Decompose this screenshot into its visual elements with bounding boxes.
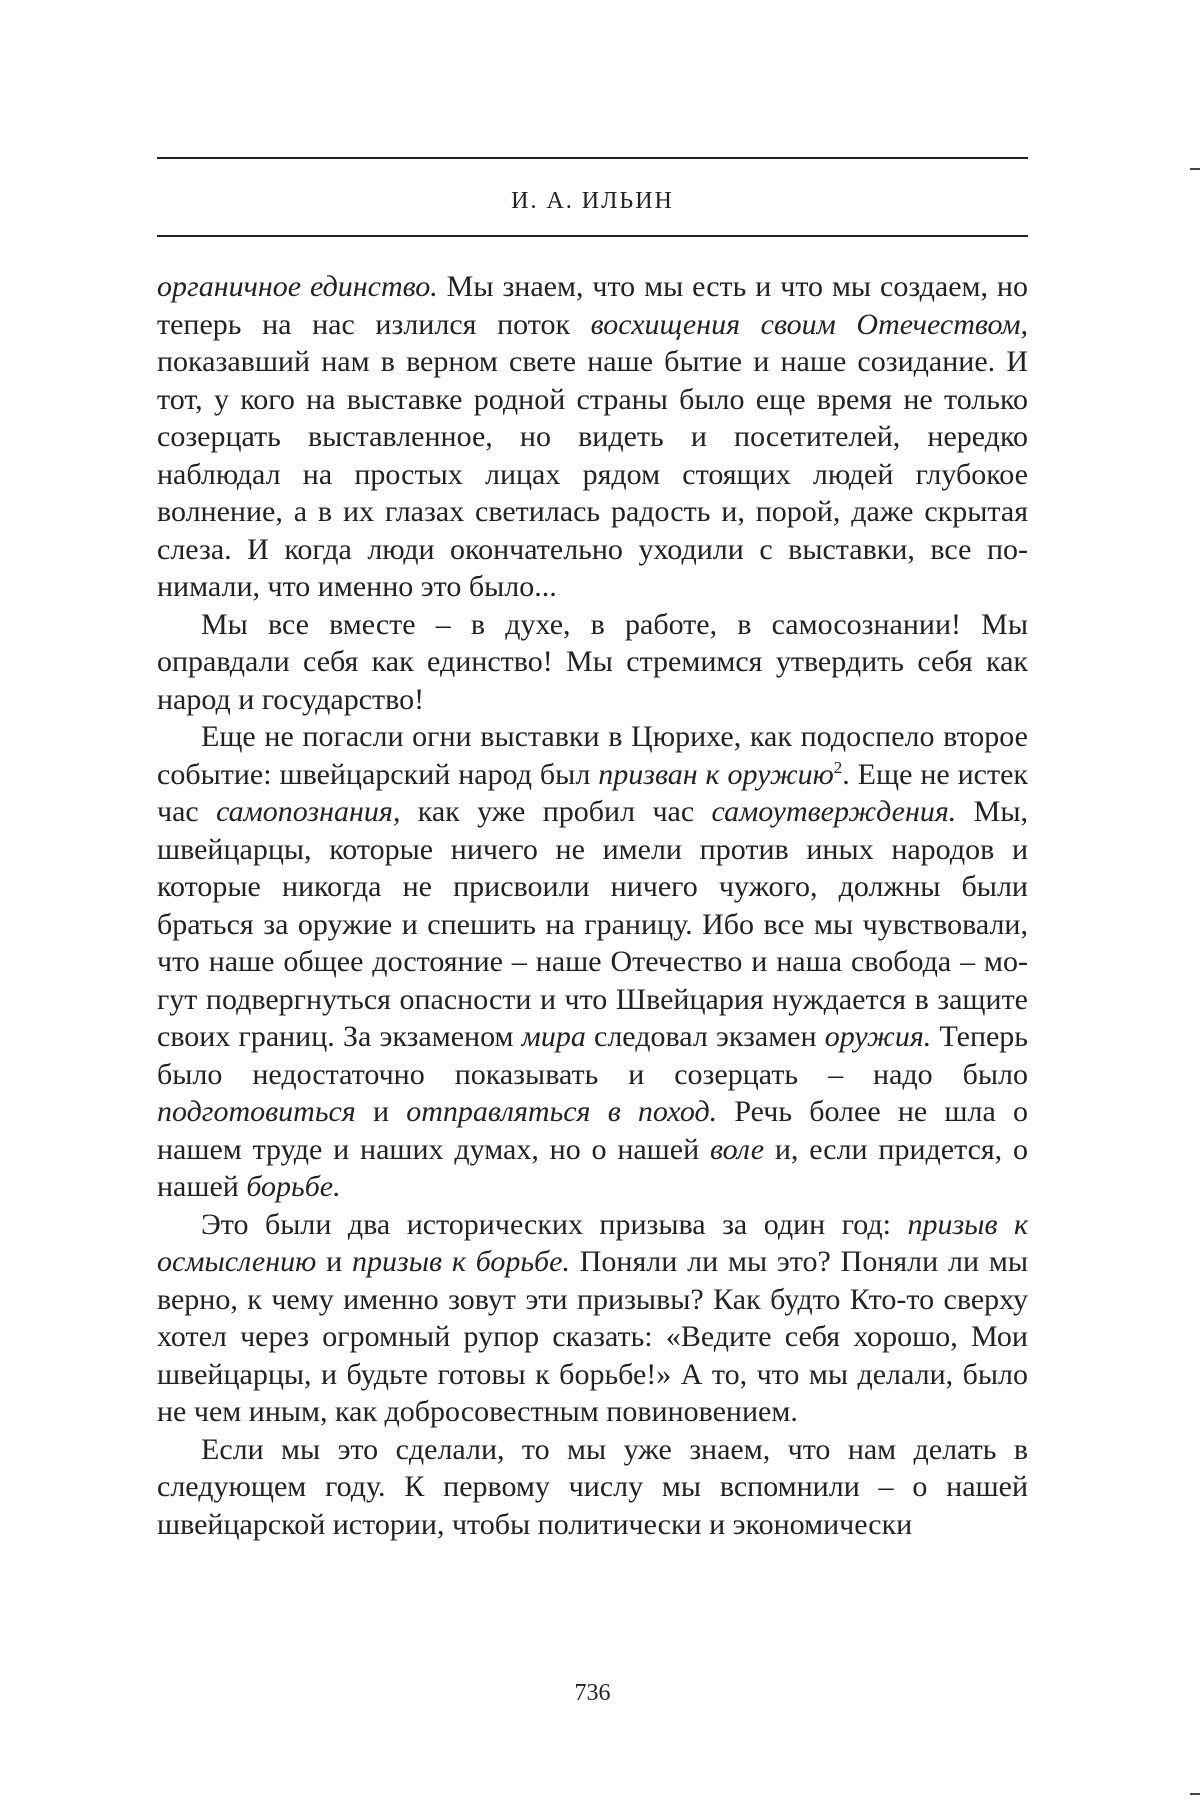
- page-number: 736: [574, 1680, 611, 1706]
- paragraph: [157, 1431, 1028, 1544]
- paragraph: [157, 718, 1028, 1206]
- italic-text: восхищения своим Отечеством,: [590, 307, 1028, 341]
- text-run: показавший нам в верном свете наше бытие и наше созидание. И тот, у кого на выставке родной страны было еще время не только созерцать выставленное, но видеть и посетителей, нередко наблюдал на простых лицах рядом стоящих людей глубокое волнение, а в их глазах светилась радость и, порой, даже скрытая слеза. И когда люди окончательно уходили с выставки, все понимали, что именно это было...: [157, 345, 1028, 603]
- italic-text: призыв к борьбе.: [351, 1245, 570, 1278]
- italic-text: органичное единство.: [157, 270, 438, 303]
- text-run: следовал экзамен: [585, 1020, 825, 1053]
- text-run: Это были два исторических призыва за один год:: [201, 1207, 908, 1241]
- crop-mark-bottom: [1190, 1793, 1200, 1795]
- paragraph: [157, 268, 1028, 606]
- italic-text: борьбе.: [246, 1170, 341, 1203]
- running-head: И. А. ИЛЬИН: [511, 188, 674, 214]
- text-run: Мы, швейцарцы, которые ничего не имели против иных народов и которые никогда не присвоили ничего чужого, должны были браться за оружие и спешить на границу. Ибо все мы чувствовали, что наше общее достояние – наше Отечество и наша свобода – могут подвергнуться опасности и что Швейцария нуждается в защите своих границ. За экзаменом: [157, 795, 1029, 1053]
- text-run: и: [355, 1095, 407, 1128]
- italic-text: призван к оружию: [598, 757, 834, 791]
- body-text: [157, 268, 1028, 1543]
- text-run: и, если придется, о нашей: [157, 1132, 1028, 1203]
- italic-text: подготовиться: [157, 1095, 356, 1128]
- italic-text: мира: [521, 1020, 586, 1053]
- italic-text: отправляться в поход.: [406, 1095, 718, 1128]
- italic-text: воле: [709, 1132, 765, 1166]
- paragraph: [157, 606, 1028, 719]
- italic-text: самоутверждения.: [711, 795, 957, 828]
- text-run: Мы все вместе – в духе, в работе, в самосознании! Мы оправдали себя как единство! Мы стремимся утвердить себя как народ и государство!: [157, 607, 1028, 716]
- italic-text: самопознания,: [216, 795, 401, 828]
- paragraph: [157, 1206, 1028, 1431]
- footnote-ref[interactable]: 2: [833, 757, 843, 777]
- text-run: Еще не погасли огни выставки в Цюрихе, как подоспело второе событие: швейцарский народ был: [157, 720, 1028, 791]
- text-run: . Еще не истек час: [157, 757, 1028, 828]
- italic-text: оружия.: [824, 1020, 932, 1053]
- text-run: Речь более не шла о нашем труде и наших думах, но о нашей: [157, 1095, 1029, 1166]
- text-run: и: [316, 1245, 352, 1278]
- text-run: как уже пробил час: [400, 795, 712, 828]
- italic-text: призыв к осмыслению: [157, 1207, 1028, 1278]
- header-top-rule: [157, 157, 1028, 159]
- text-run: Если мы это сделали, то мы уже знаем, что нам делать в следующем году. К первому числу мы вспомнили – о нашей швейцарской истории, чтобы политически и экономически: [157, 1432, 1028, 1541]
- crop-mark-top: [1190, 168, 1200, 170]
- text-run: Теперь было недостаточно показывать и созерцать – надо было: [157, 1020, 1028, 1091]
- text-run: Мы знаем, что мы есть и что мы создаем, но теперь на нас излился поток: [157, 270, 1028, 341]
- header-bottom-rule: [157, 235, 1028, 237]
- text-run: Поняли ли мы это? Поняли ли мы верно, к чему именно зовут эти призывы? Как будто Кто-то сверху хотел через огромный рупор сказать: «Ведите себя хорошо, Мои швейцарцы, и будьте готовы к борьбе!» А то, что мы делали, было не чем иным, как добросовестным повиновением.: [157, 1245, 1029, 1428]
